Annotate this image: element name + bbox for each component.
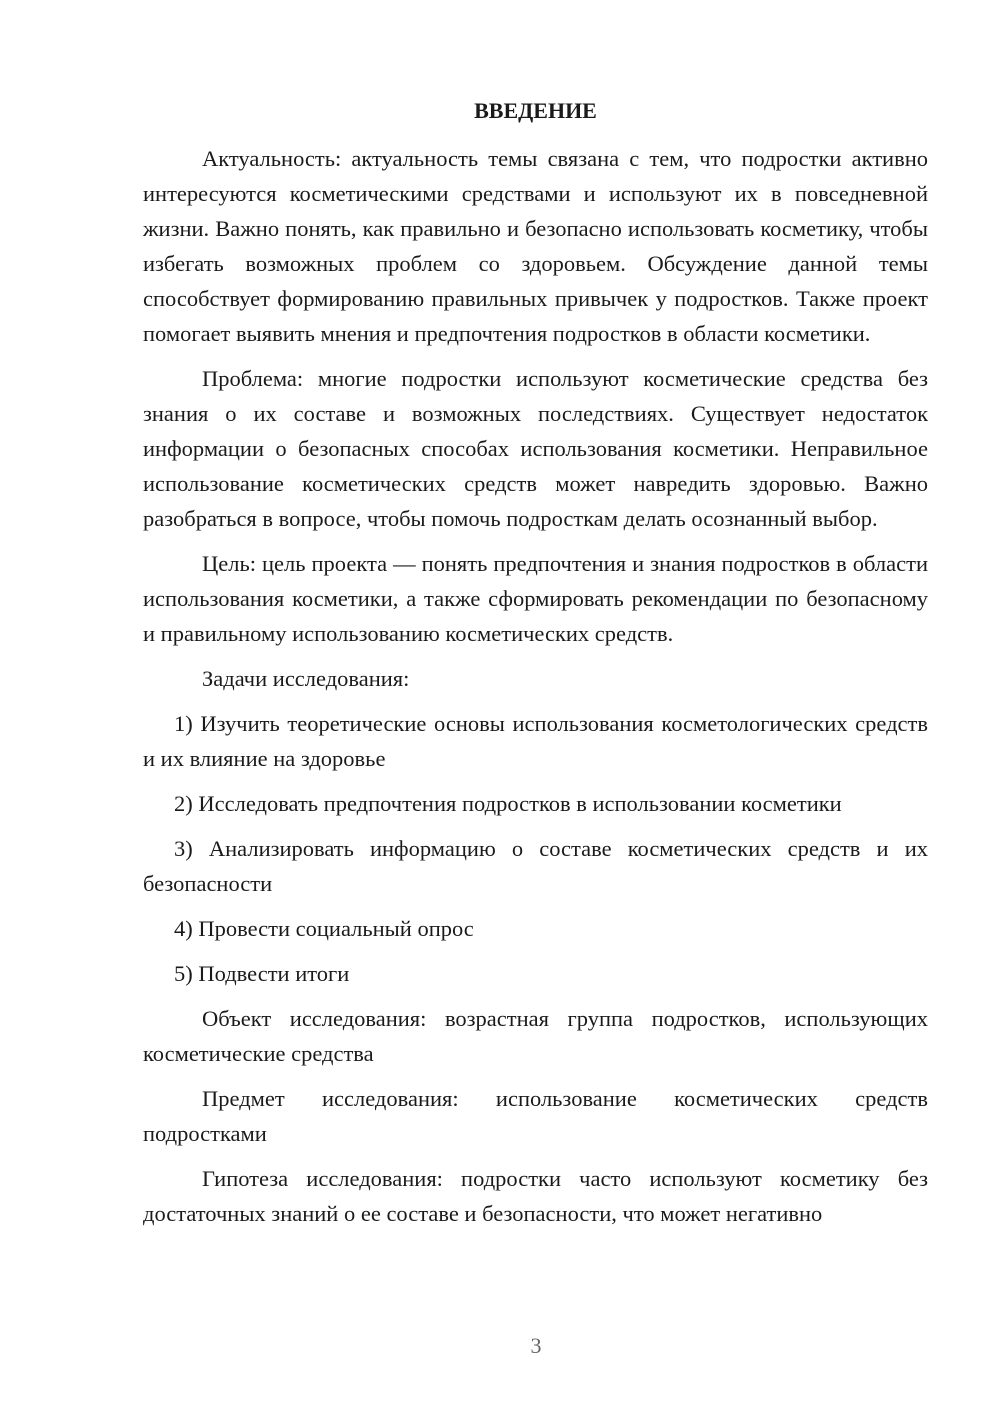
- paragraph-hypothesis: Гипотеза исследования: подростки часто используют косметику без достаточных знаний о ее составе и безопасности, что может негативно: [143, 1166, 928, 1226]
- section-heading: ВВЕДЕНИЕ: [474, 98, 597, 123]
- paragraph-object: Объект исследования: возрастная группа подростков, использующих косметические средства: [143, 1006, 928, 1066]
- task-item: 4) Провести социальный опрос: [174, 916, 474, 941]
- paragraph-goal: Цель: цель проекта — понять предпочтения и знания подростков в области использования косметики, а также сформировать рекомендации по безопасному и правильному использованию косметических средств.: [143, 551, 928, 646]
- paragraph-subject: Предмет исследования: использование косметических средств подростками: [143, 1086, 928, 1146]
- task-item: 5) Подвести итоги: [174, 961, 350, 986]
- paragraph-problem: Проблема: многие подростки используют косметические средства без знания о их составе и возможных последствиях. Существует недостаток информации о безопасных способах использования косметики. Неправильное использование косметических средств может навредить здоровью. Важно разобраться в вопросе, чтобы помочь подросткам делать осознанный выбор.: [143, 366, 928, 531]
- paragraph-relevance: Актуальность: актуальность темы связана с тем, что подростки активно интересуются косметическими средствами и используют их в повседневной жизни. Важно понять, как правильно и безопасно использовать косметику, чтобы избегать возможных проблем со здоровьем. Обсуждение данной темы способствует формированию правильных привычек у подростков. Также проект помогает выявить мнения и предпочтения подростков в области косметики.: [143, 146, 928, 346]
- page-number: 3: [530, 1333, 542, 1358]
- task-item: 3) Анализировать информацию о составе косметических средств и их безопасности: [143, 836, 928, 896]
- task-item: 2) Исследовать предпочтения подростков в использовании косметики: [174, 791, 842, 816]
- paragraph-tasks-title: Задачи исследования:: [202, 666, 410, 691]
- task-item: 1) Изучить теоретические основы использования косметологических средств и их влияние на здоровье: [143, 711, 928, 771]
- document-page: [143, 96, 928, 1241]
